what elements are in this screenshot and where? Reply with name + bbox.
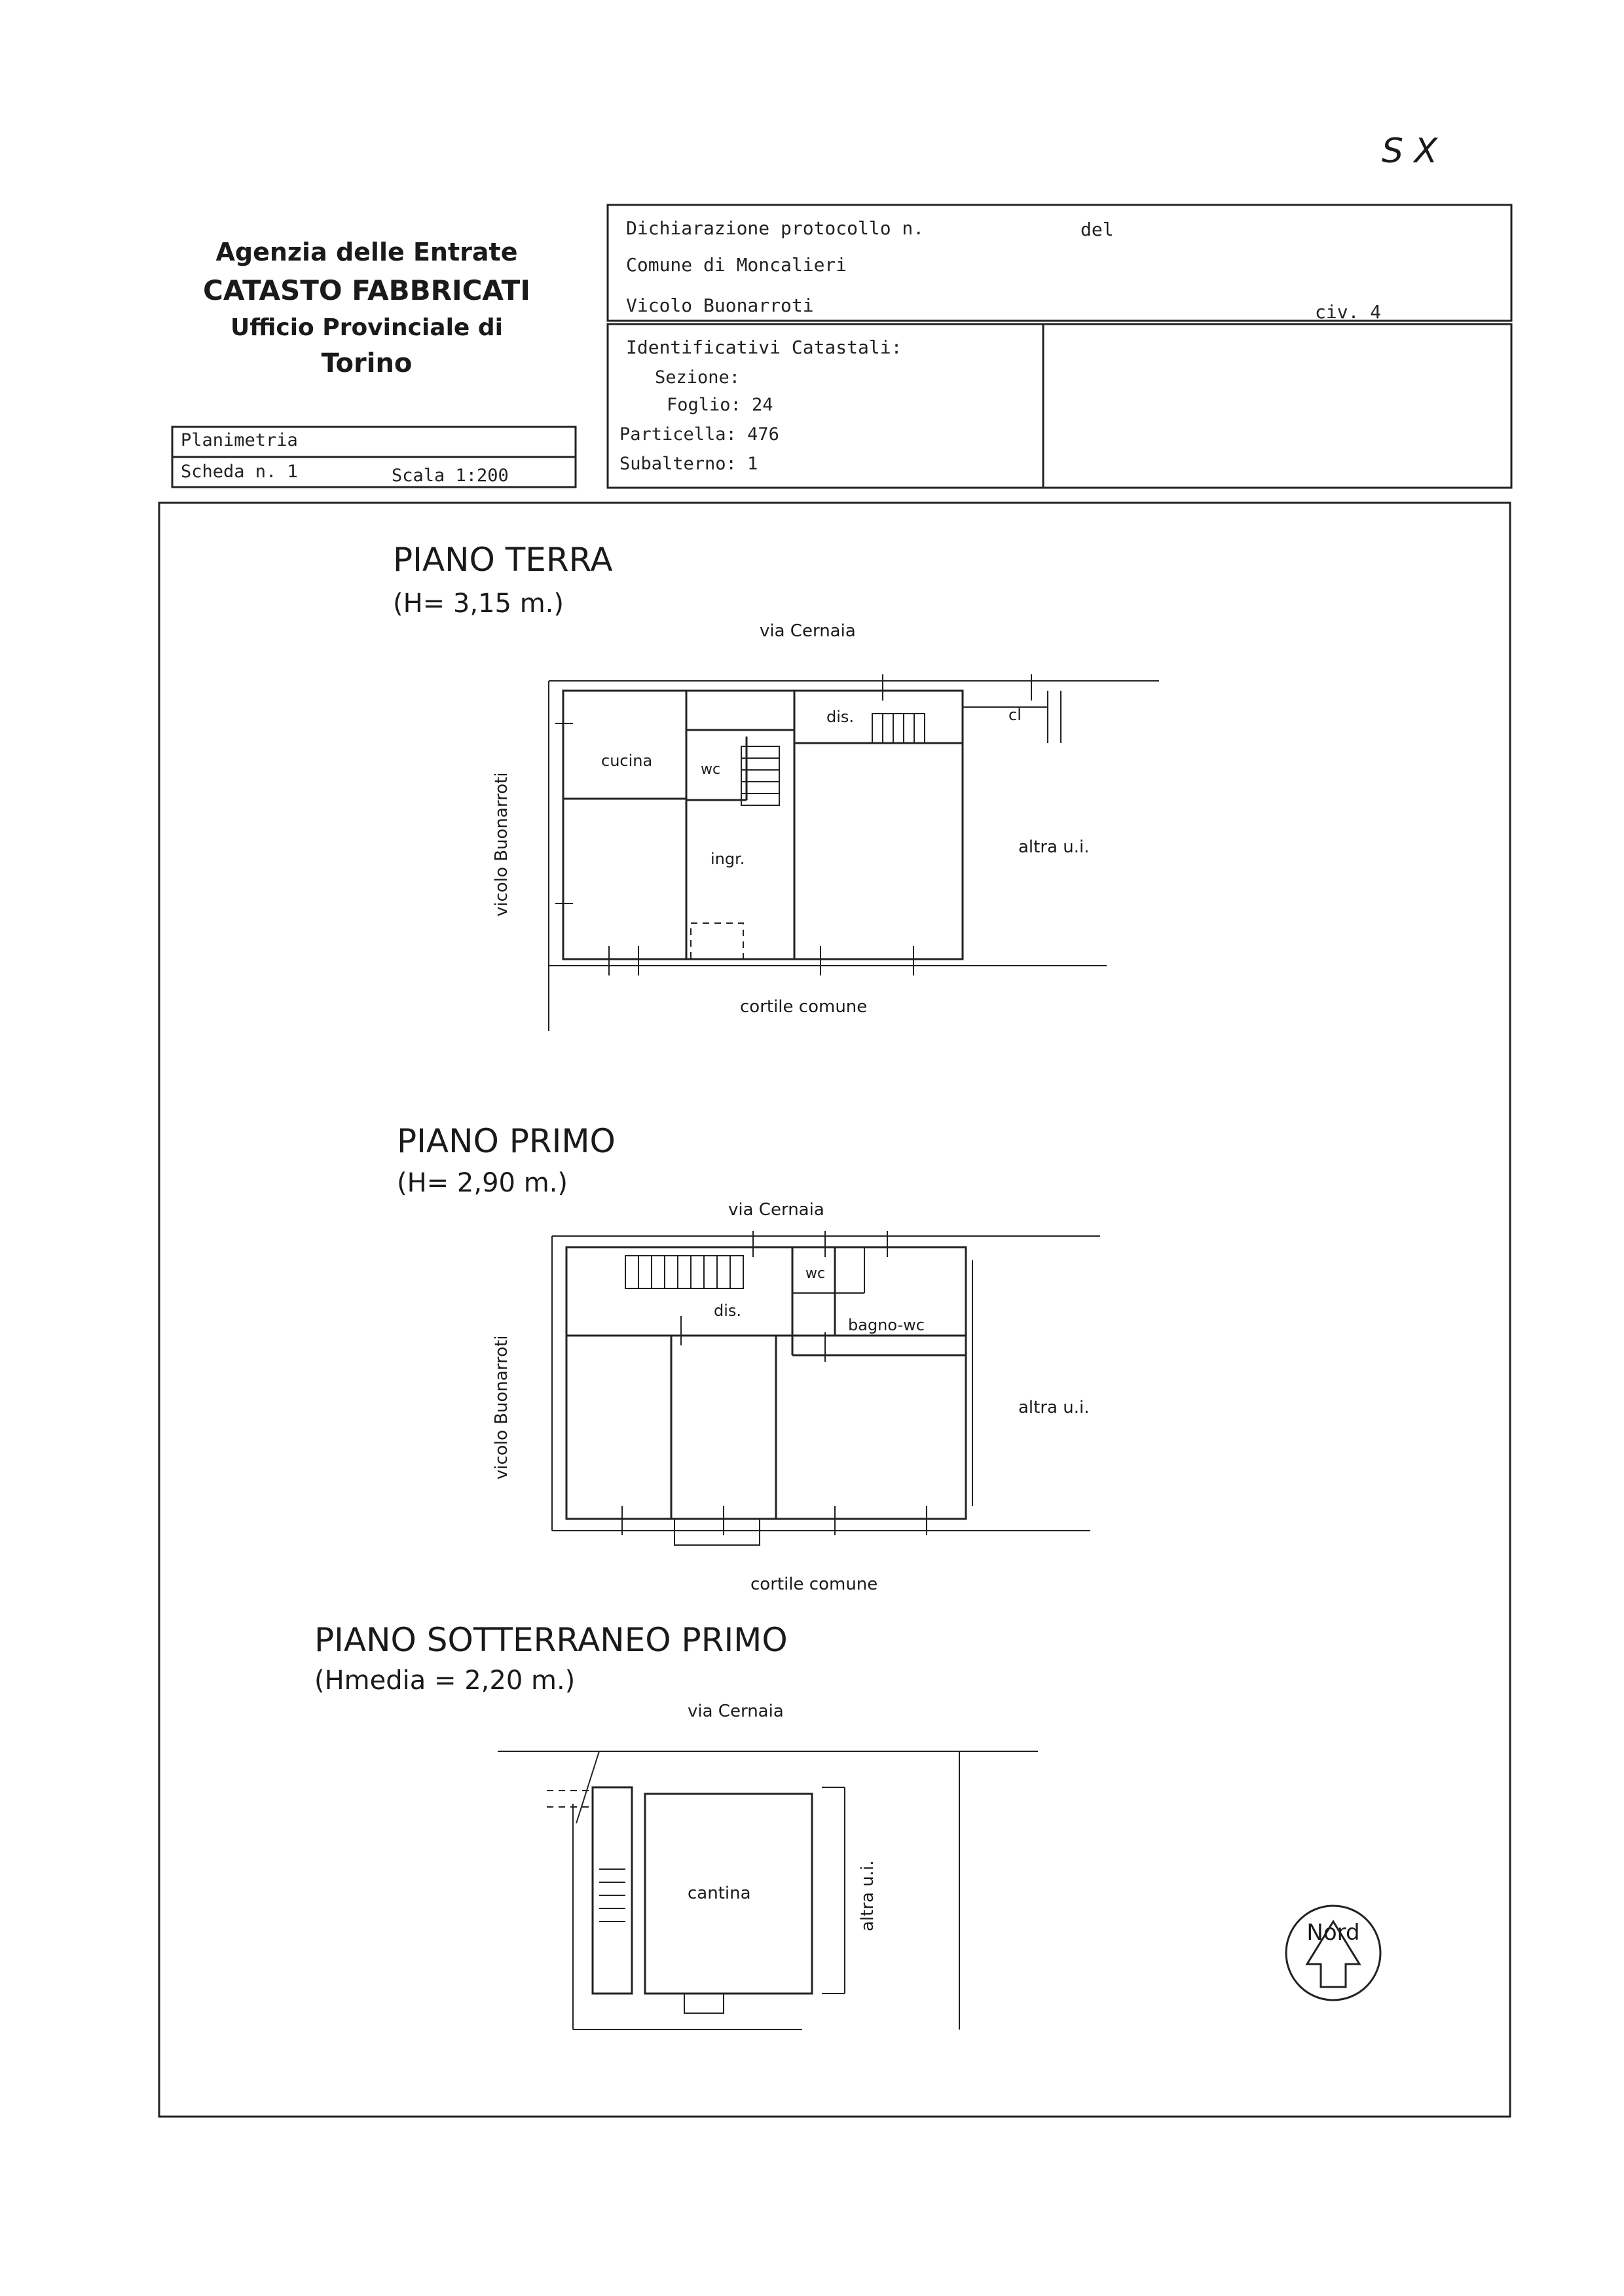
agency-line-3: Ufficio Provinciale di <box>230 314 504 341</box>
floor-title-primo: PIANO PRIMO <box>397 1122 616 1160</box>
sezione-text: Sezione: <box>655 367 741 388</box>
room-cl: cl <box>1008 706 1022 724</box>
floor-piano-terra <box>393 541 1159 1031</box>
room-dis-1: dis. <box>714 1302 742 1320</box>
planimetria-label: Planimetria <box>181 430 298 450</box>
agency-header <box>203 238 530 378</box>
civic-text: civ. 4 <box>1315 301 1382 323</box>
del-label: del <box>1080 219 1114 240</box>
street-label-cortile-1: cortile comune <box>750 1575 878 1594</box>
floor-title-terra: PIANO TERRA <box>393 541 613 579</box>
foglio-text: Foglio: 24 <box>667 395 773 415</box>
room-dis: dis. <box>826 708 855 726</box>
scala-label: Scala 1:200 <box>392 465 509 486</box>
room-wc: wc <box>701 761 721 778</box>
floor-height-terra: (H= 3,15 m.) <box>393 589 564 619</box>
compass-icon <box>1286 1906 1380 2000</box>
room-cantina: cantina <box>688 1884 751 1903</box>
planimetria-box <box>172 427 576 487</box>
street-label-via-cernaia-2: via Cernaia <box>688 1702 784 1721</box>
street-label-cortile: cortile comune <box>740 997 868 1017</box>
protocol-label: Dichiarazione protocollo n. <box>626 217 925 239</box>
compass-label: Nord <box>1306 1920 1360 1946</box>
scheda-label: Scheda n. 1 <box>181 462 298 482</box>
floor-height-primo: (H= 2,90 m.) <box>397 1168 568 1198</box>
room-bagno: bagno-wc <box>848 1316 925 1334</box>
room-wc-1: wc <box>805 1266 826 1282</box>
agency-line-2: CATASTO FABBRICATI <box>203 274 530 306</box>
identifiers-title: Identificativi Catastali: <box>626 337 902 358</box>
floor-height-sotterraneo: (Hmedia = 2,20 m.) <box>314 1666 576 1696</box>
street-label-via-cernaia: via Cernaia <box>760 621 856 641</box>
street-label-vicolo-1: vicolo Buonarroti <box>492 1335 511 1480</box>
street-label-via-cernaia-1: via Cernaia <box>728 1200 824 1220</box>
neighbor-label: altra u.i. <box>1018 837 1090 857</box>
floor-title-sotterraneo: PIANO SOTTERRANEO PRIMO <box>314 1621 788 1659</box>
floor-piano-sotterraneo <box>314 1621 1038 2030</box>
identifiers-box <box>608 324 1511 488</box>
floor-piano-primo <box>397 1122 1100 1594</box>
particella-text: Particella: 476 <box>619 424 779 445</box>
room-cucina: cucina <box>601 752 653 770</box>
agency-line-4: Torino <box>321 348 413 378</box>
comune-text: Comune di Moncalieri <box>626 254 847 276</box>
neighbor-label-1: altra u.i. <box>1018 1398 1090 1417</box>
agency-line-1: Agenzia delle Entrate <box>215 238 518 266</box>
neighbor-label-2: altra u.i. <box>858 1860 877 1931</box>
address-text: Vicolo Buonarroti <box>626 295 814 316</box>
room-ingr: ingr. <box>710 850 745 868</box>
subalterno-text: Subalterno: 1 <box>619 454 758 474</box>
street-label-vicolo: vicolo Buonarroti <box>492 772 511 917</box>
handwritten-mark: S X <box>1382 132 1438 171</box>
declaration-box <box>608 205 1511 323</box>
